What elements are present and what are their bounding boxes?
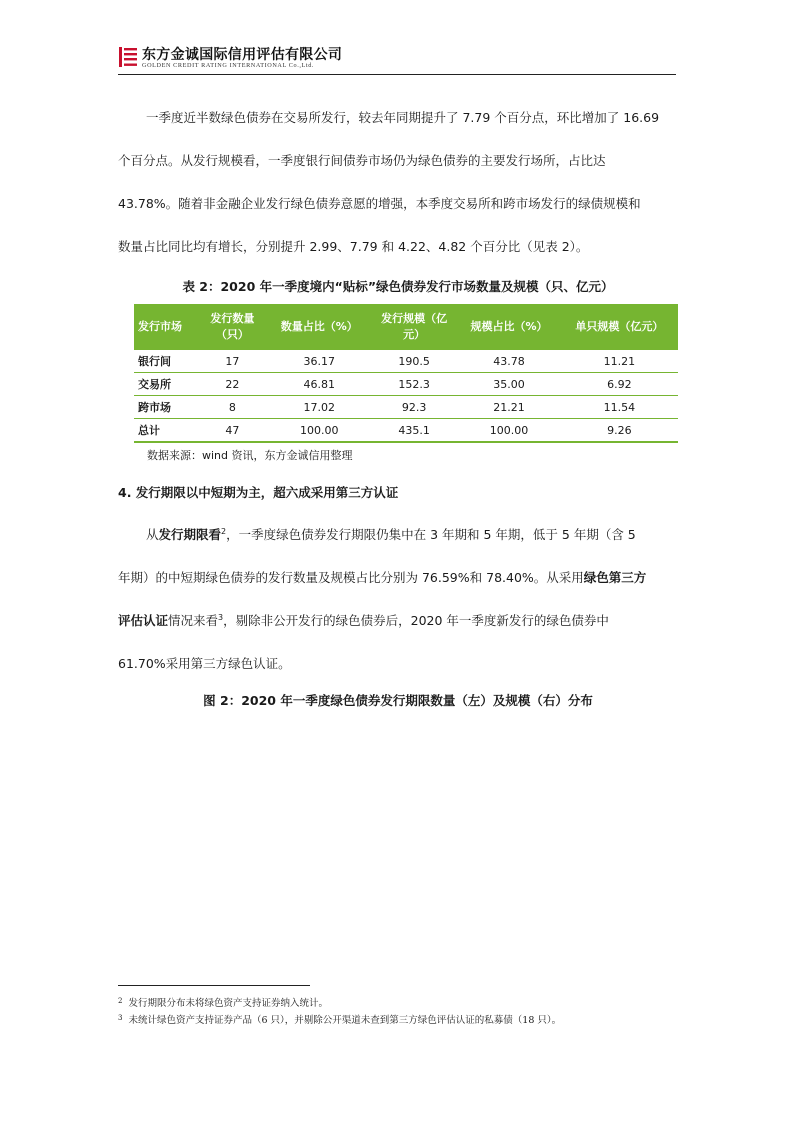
header-avg: 单只规模（亿元） bbox=[561, 304, 678, 350]
header-divider bbox=[118, 74, 676, 75]
cell-market: 银行间 bbox=[134, 350, 197, 373]
text-span: ，一季度绿色债券发行期限仍集中在 3 年期和 5 年期，低于 5 年期（含 5 bbox=[226, 527, 636, 542]
cell-count: 8 bbox=[197, 396, 267, 419]
cell-scale-pct: 35.00 bbox=[457, 373, 561, 396]
keyword-third-party: 绿色第三方 bbox=[583, 570, 647, 585]
text-span: 一季度近半数绿色债券在交易所发行，较去年同期提升了 7.79 个百分点，环比增加了 16.69 bbox=[146, 110, 660, 125]
table-row bbox=[134, 350, 678, 373]
cell-scale-pct: 100.00 bbox=[457, 419, 561, 443]
paragraph-line bbox=[118, 513, 693, 556]
company-name-en: GOLDEN CREDIT RATING INTERNATIONAL Co.,Ltd. bbox=[142, 62, 315, 69]
cell-avg: 6.92 bbox=[561, 373, 678, 396]
paragraph-term-certification bbox=[118, 513, 693, 685]
cell-scale: 92.3 bbox=[371, 396, 457, 419]
text-span: 年期）的中短期绿色债券的发行数量及规模占比分别为 76.59%和 78.40%。从采用 bbox=[118, 570, 584, 585]
paragraph-line: 61.70%采用第三方绿色认证。 bbox=[118, 656, 291, 671]
cell-count-pct: 36.17 bbox=[267, 350, 371, 373]
cell-count: 17 bbox=[197, 350, 267, 373]
paragraph-line: 个百分点。从发行规模看，一季度银行间债券市场仍为绿色债券的主要发行场所，占比达 bbox=[118, 153, 606, 168]
cell-scale: 190.5 bbox=[371, 350, 457, 373]
table-row bbox=[134, 373, 678, 396]
figure-caption: 图 2：2020 年一季度绿色债券发行期限数量（左）及规模（右）分布 bbox=[203, 693, 593, 708]
paragraph-line: 43.78%。随着非金融企业发行绿色债券意愿的增强，本季度交易所和跨市场发行的绿债规模和 bbox=[118, 196, 641, 211]
cell-scale-pct: 21.21 bbox=[457, 396, 561, 419]
table-header-row bbox=[134, 304, 678, 350]
cell-count-pct: 100.00 bbox=[267, 419, 371, 443]
text-span: 从 bbox=[146, 527, 159, 542]
cell-market: 总计 bbox=[134, 419, 197, 443]
cell-scale: 435.1 bbox=[371, 419, 457, 443]
paragraph-line: 数量占比同比均有增长，分别提升 2.99、7.79 和 4.22、4.82 个百分比（见表 2）。 bbox=[118, 239, 589, 254]
cell-scale-pct: 43.78 bbox=[457, 350, 561, 373]
cell-count-pct: 46.81 bbox=[267, 373, 371, 396]
page-header bbox=[118, 44, 678, 72]
cell-scale: 152.3 bbox=[371, 373, 457, 396]
text-span: 情况来看 bbox=[168, 613, 219, 628]
footnote-number: 2 bbox=[118, 997, 123, 1005]
paragraph-line bbox=[118, 96, 693, 139]
header-market: 发行市场 bbox=[134, 304, 197, 350]
paragraph-line bbox=[118, 599, 693, 642]
keyword-certification: 评估认证 bbox=[118, 613, 169, 628]
header-count-pct: 数量占比（%） bbox=[267, 304, 371, 350]
footnote-text: 未统计绿色资产支持证券产品（6 只），并剔除公开渠道未查到第三方绿色评估认证的私募债（18 只）。 bbox=[128, 1015, 562, 1026]
table-caption: 表 2：2020 年一季度境内“贴标”绿色债券发行市场数量及规模（只、亿元） bbox=[182, 279, 614, 294]
header-count: 发行数量（只） bbox=[197, 304, 267, 350]
company-logo-icon bbox=[118, 46, 138, 68]
footnote-divider bbox=[118, 985, 310, 986]
cell-market: 交易所 bbox=[134, 373, 197, 396]
cell-avg: 11.21 bbox=[561, 350, 678, 373]
cell-avg: 9.26 bbox=[561, 419, 678, 443]
footnote-item bbox=[118, 995, 328, 1009]
footnote-ref-2[interactable]: 2 bbox=[221, 527, 227, 536]
company-name-cn: 东方金诚国际信用评估有限公司 bbox=[142, 47, 343, 63]
paragraph-line bbox=[118, 556, 693, 599]
footnote-ref-3[interactable]: 3 bbox=[218, 613, 224, 622]
cell-market: 跨市场 bbox=[134, 396, 197, 419]
header-scale: 发行规模（亿元） bbox=[371, 304, 457, 350]
table-source-note: 数据来源：wind 资讯，东方金诚信用整理 bbox=[147, 449, 353, 462]
cell-count: 22 bbox=[197, 373, 267, 396]
footnote-item bbox=[118, 1012, 561, 1026]
cell-avg: 11.54 bbox=[561, 396, 678, 419]
footnote-number: 3 bbox=[118, 1014, 123, 1022]
cell-count-pct: 17.02 bbox=[267, 396, 371, 419]
issuance-market-table bbox=[134, 304, 678, 443]
footnote-text: 发行期限分布未将绿色资产支持证券纳入统计。 bbox=[128, 998, 328, 1009]
section-heading: 4. 发行期限以中短期为主，超六成采用第三方认证 bbox=[118, 485, 399, 500]
cell-count: 47 bbox=[197, 419, 267, 443]
text-span: ，剔除非公开发行的绿色债券后，2020 年一季度新发行的绿色债券中 bbox=[223, 613, 609, 628]
header-scale-pct: 规模占比（%） bbox=[457, 304, 561, 350]
table-row-total bbox=[134, 419, 678, 443]
paragraph-market-share bbox=[118, 96, 693, 268]
table-row bbox=[134, 396, 678, 419]
keyword-term: 发行期限看 bbox=[158, 527, 222, 542]
